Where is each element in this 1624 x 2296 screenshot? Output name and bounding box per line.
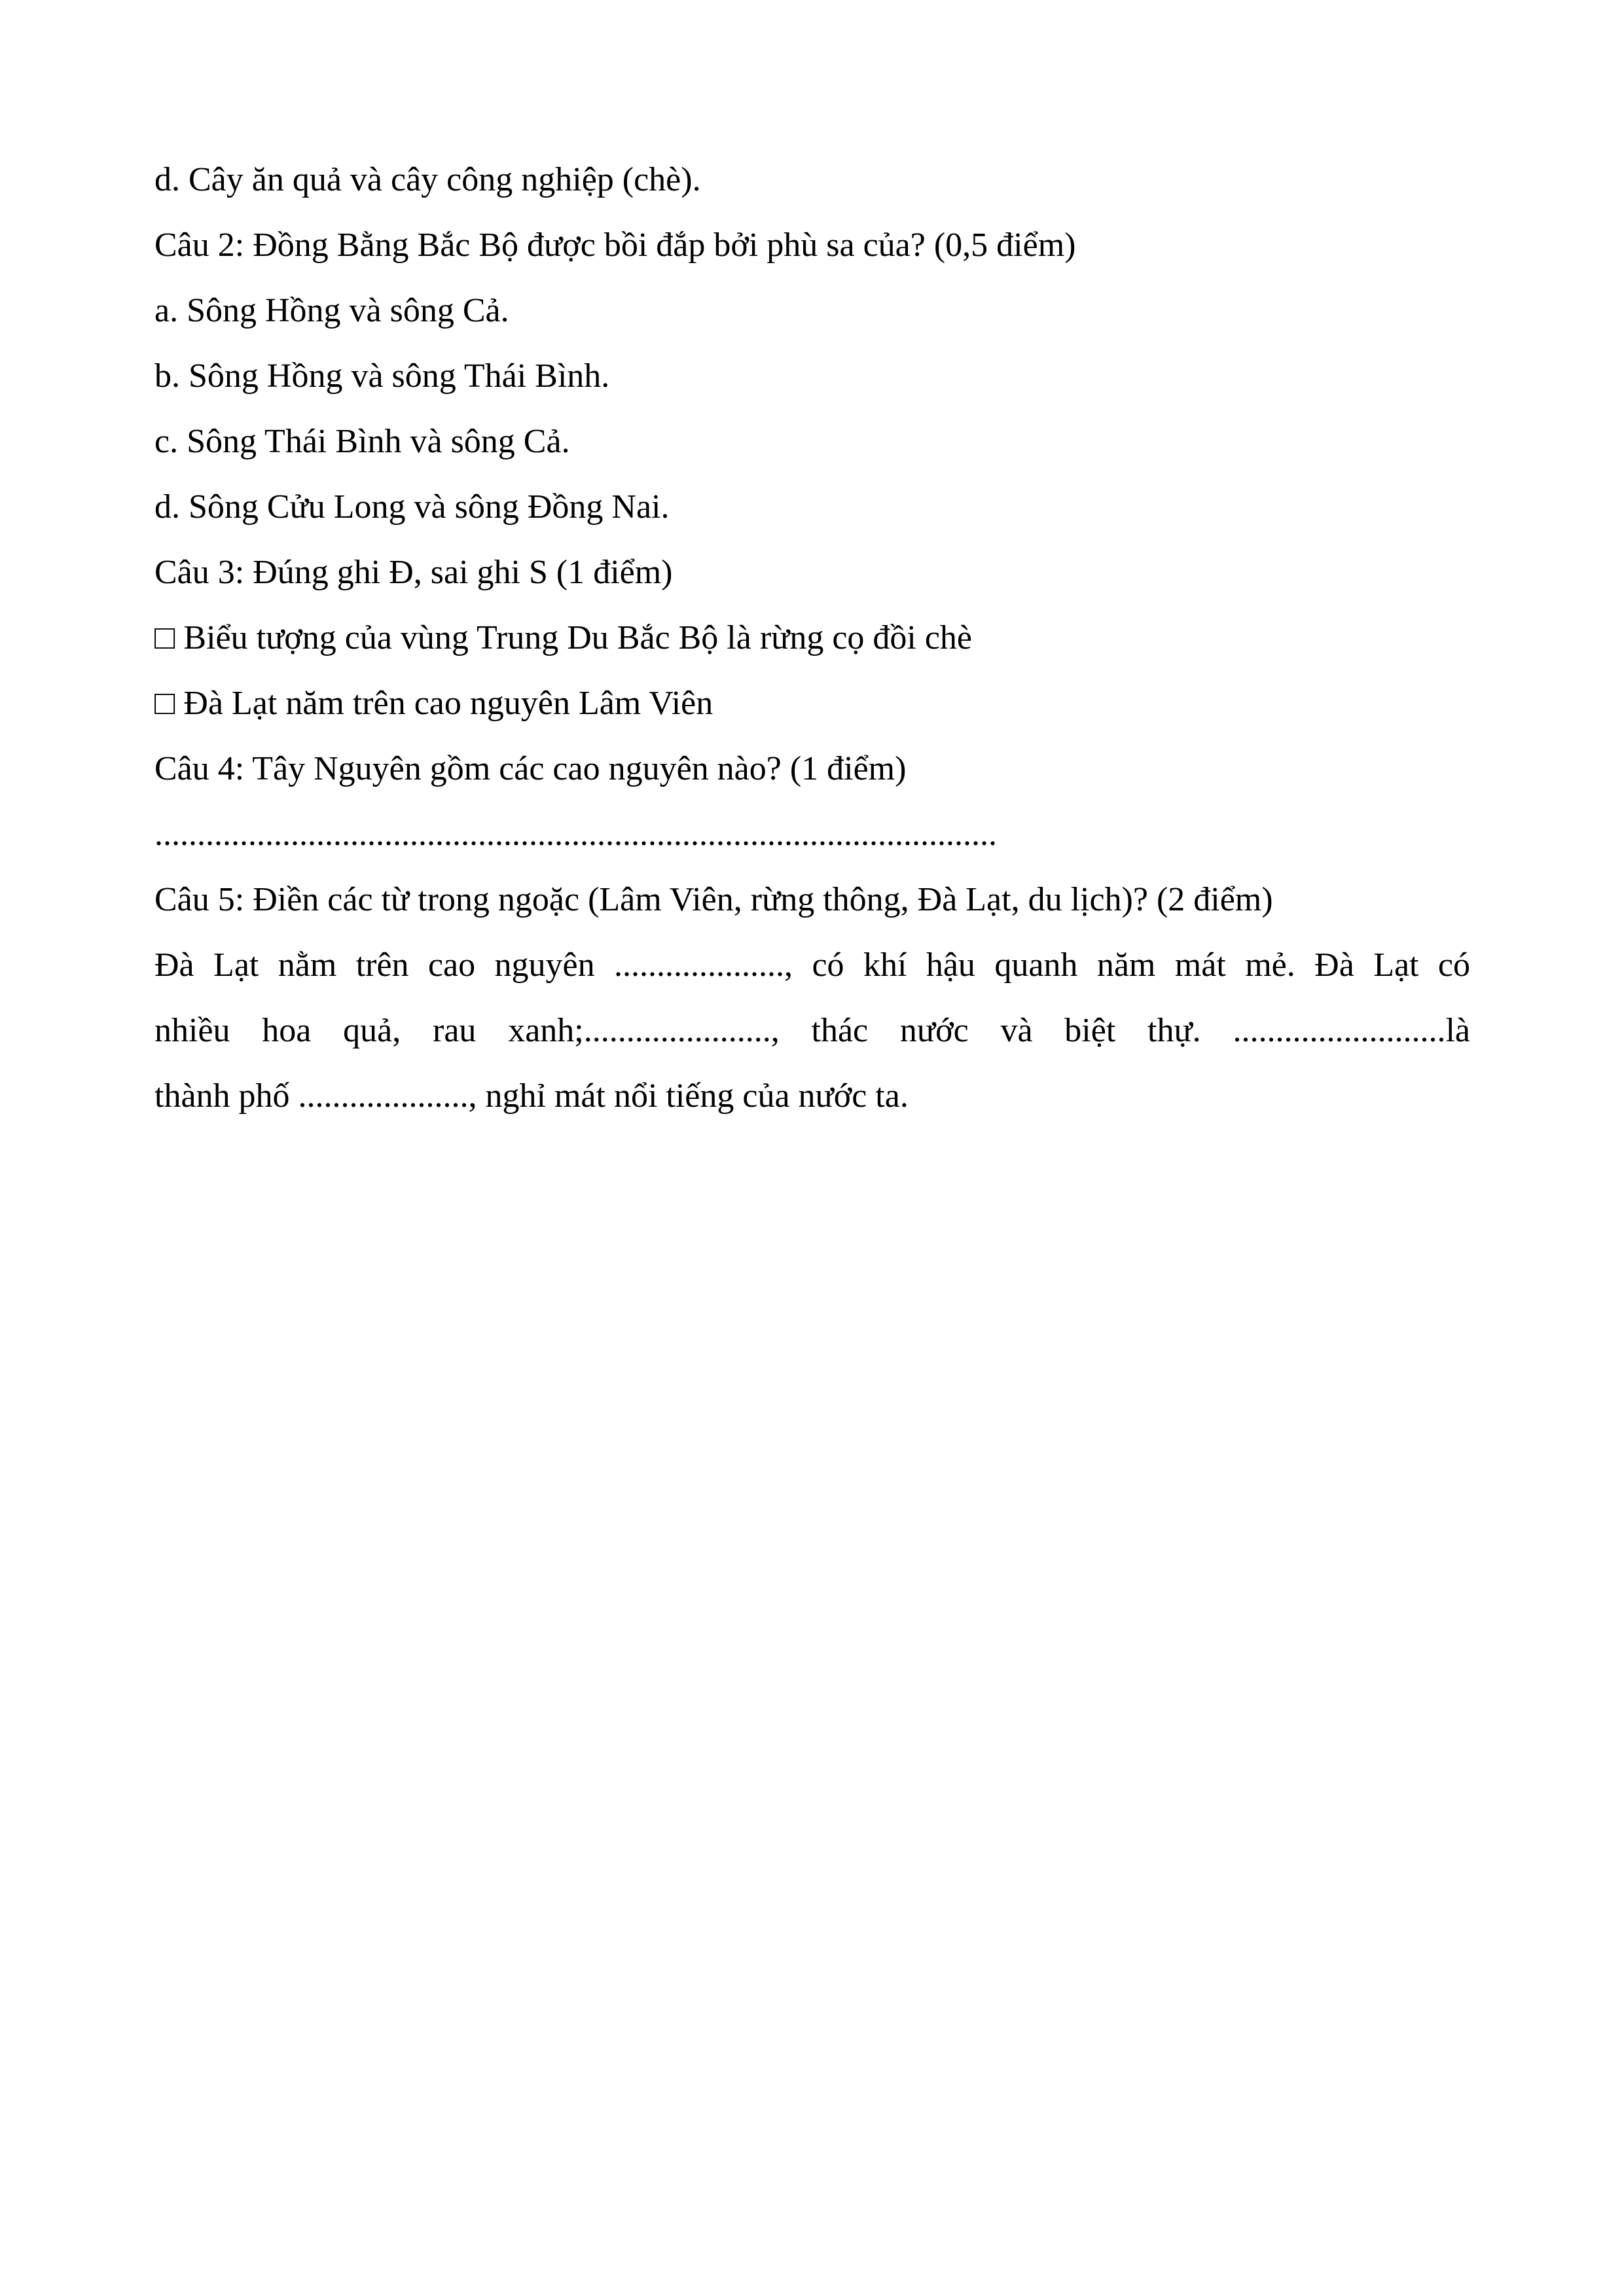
question-5: Câu 5: Điền các từ trong ngoặc (Lâm Viên, rừng thông, Đà Lạt, du lịch)? (2 điểm)	[154, 881, 1273, 918]
answer-option-b-q2: b. Sông Hồng và sông Thái Bình.	[154, 357, 610, 395]
answer-option-d-q2: d. Sông Cửu Long và sông Đồng Nai.	[154, 488, 670, 526]
answer-option-c-q2: c. Sông Thái Bình và sông Cả.	[154, 423, 570, 460]
paragraph-line-2: nhiều hoa quả, rau xanh;......................, thác nước và biệt thự. .........................là	[154, 1012, 1470, 1049]
answer-option-d-q1: d. Cây ăn quả và cây công nghiệp (chè).	[154, 161, 701, 198]
checkbox-statement-2: □ Đà Lạt năm trên cao nguyên Lâm Viên	[154, 685, 713, 722]
fill-in-paragraph	[154, 933, 1470, 1129]
paragraph-line-3: thành phố ...................., nghỉ mát nổi tiếng của nước ta.	[154, 1077, 909, 1115]
paragraph-line-1: Đà Lạt nằm trên cao nguyên ...................., có khí hậu quanh năm mát mẻ. Đà Lạt có	[154, 946, 1470, 984]
answer-blank-line: ...................................................................................................	[154, 816, 997, 853]
question-4: Câu 4: Tây Nguyên gồm các cao nguyên nào? (1 điểm)	[154, 750, 907, 787]
question-3: Câu 3: Đúng ghi Đ, sai ghi S (1 điểm)	[154, 554, 673, 591]
question-2: Câu 2: Đồng Bằng Bắc Bộ được bồi đắp bởi phù sa của? (0,5 điểm)	[154, 226, 1076, 264]
checkbox-statement-1: □ Biểu tượng của vùng Trung Du Bắc Bộ là rừng cọ đồi chè	[154, 619, 973, 656]
answer-option-a-q2: a. Sông Hồng và sông Cả.	[154, 292, 509, 329]
document-content	[154, 147, 1470, 1129]
